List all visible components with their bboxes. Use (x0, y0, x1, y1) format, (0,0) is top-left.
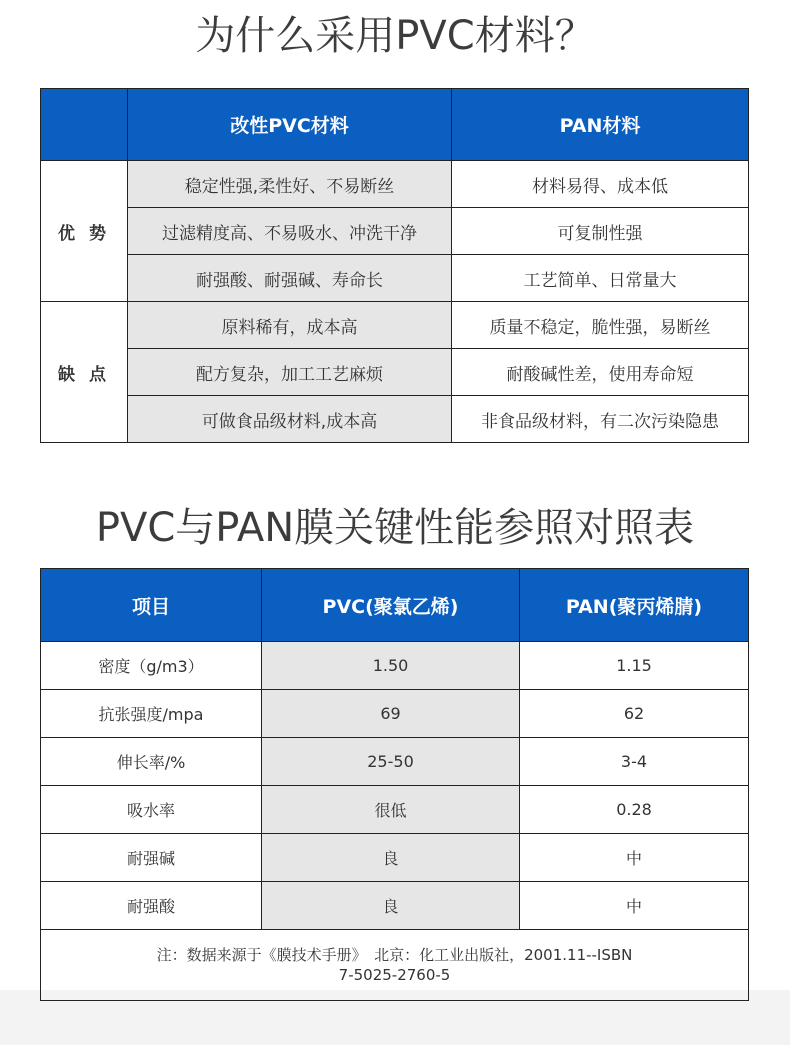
cell-pan: 中 (520, 882, 749, 930)
cell-pan: 中 (520, 834, 749, 882)
cell-pan: 可复制性强 (452, 208, 749, 255)
table-row (41, 302, 749, 349)
group-label-disadvantages: 缺 点 (41, 302, 128, 443)
cell-pan: 材料易得、成本低 (452, 161, 749, 208)
cell-pan: 0.28 (520, 786, 749, 834)
cell-pvc: 良 (262, 834, 520, 882)
cell-pvc: 耐强酸、耐强碱、寿命长 (128, 255, 452, 302)
cell-pan: 1.15 (520, 642, 749, 690)
table-row (41, 786, 749, 834)
source-note (41, 930, 749, 1001)
header-blank (41, 89, 128, 161)
pvc-vs-pan-advantages-table (40, 88, 749, 443)
cell-pan: 62 (520, 690, 749, 738)
cell-pan: 3-4 (520, 738, 749, 786)
cell-pvc: 25-50 (262, 738, 520, 786)
table-row (41, 834, 749, 882)
table-row (41, 690, 749, 738)
table-header-row (41, 89, 749, 161)
cell-pan: 非食品级材料，有二次污染隐患 (452, 396, 749, 443)
table-header-row (41, 569, 749, 642)
header-pan: PAN(聚丙烯腈) (520, 569, 749, 642)
section2-title: PVC与PAN膜关键性能参照对照表 (95, 505, 695, 551)
cell-property: 耐强碱 (41, 834, 262, 882)
table-row (41, 642, 749, 690)
table-row (41, 161, 749, 208)
cell-property: 密度（g/m3） (41, 642, 262, 690)
cell-property: 抗张强度/mpa (41, 690, 262, 738)
cell-property: 吸水率 (41, 786, 262, 834)
table-row (41, 882, 749, 930)
cell-pan: 质量不稳定，脆性强，易断丝 (452, 302, 749, 349)
table-note-row (41, 930, 749, 1001)
header-pvc: 改性PVC材料 (128, 89, 452, 161)
source-note-line1: 注：数据来源于《膜技术手册》 北京：化工业出版社，2001.11--ISBN (156, 946, 633, 964)
cell-property: 耐强酸 (41, 882, 262, 930)
group-label-advantages: 优 势 (41, 161, 128, 302)
cell-pvc: 很低 (262, 786, 520, 834)
cell-pvc: 69 (262, 690, 520, 738)
table-row (41, 396, 749, 443)
cell-pvc: 良 (262, 882, 520, 930)
cell-pan: 耐酸碱性差，使用寿命短 (452, 349, 749, 396)
header-item: 项目 (41, 569, 262, 642)
header-pan: PAN材料 (452, 89, 749, 161)
header-pvc: PVC(聚氯乙烯) (262, 569, 520, 642)
cell-pvc: 过滤精度高、不易吸水、冲洗干净 (128, 208, 452, 255)
section1-title: 为什么采用PVC材料？ (195, 13, 595, 59)
table-row (41, 349, 749, 396)
cell-pan: 工艺简单、日常量大 (452, 255, 749, 302)
cell-pvc: 稳定性强,柔性好、不易断丝 (128, 161, 452, 208)
pvc-pan-performance-table (40, 568, 749, 1001)
cell-pvc: 可做食品级材料,成本高 (128, 396, 452, 443)
cell-pvc: 配方复杂，加工工艺麻烦 (128, 349, 452, 396)
table-row (41, 208, 749, 255)
cell-pvc: 原料稀有，成本高 (128, 302, 452, 349)
table-row (41, 738, 749, 786)
source-note-line2: 7-5025-2760-5 (338, 966, 451, 984)
cell-property: 伸长率/% (41, 738, 262, 786)
cell-pvc: 1.50 (262, 642, 520, 690)
table-row (41, 255, 749, 302)
